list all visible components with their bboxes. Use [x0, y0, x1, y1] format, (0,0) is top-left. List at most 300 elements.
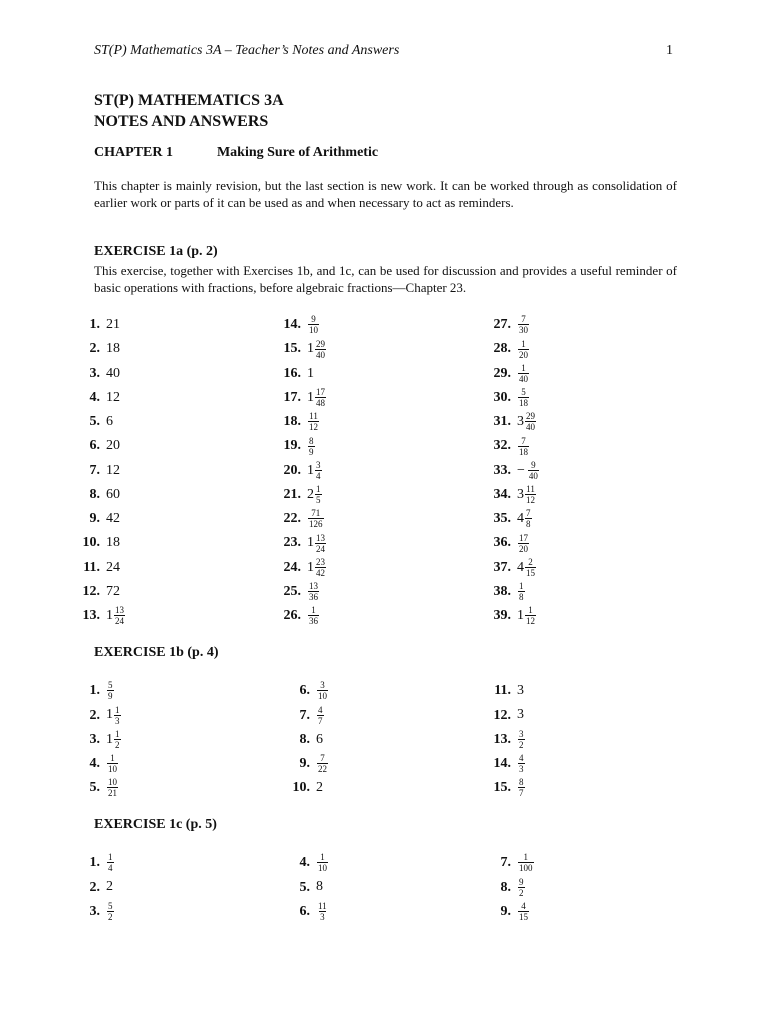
- answer-item: [281, 507, 324, 531]
- answer-value: [307, 531, 326, 555]
- answer-fraction: [518, 852, 534, 873]
- answer-value: [316, 679, 328, 703]
- fraction-denominator: 18: [519, 446, 528, 457]
- answer-number: 34.: [493, 486, 511, 502]
- answer-number: 9.: [299, 756, 310, 772]
- answer-number: 12.: [82, 583, 100, 599]
- fraction-denominator: 8: [526, 519, 531, 530]
- answer-number: 9.: [89, 511, 100, 527]
- answer-item: [491, 728, 525, 752]
- answer-value: [106, 580, 120, 604]
- answer-fraction: [308, 605, 319, 626]
- answer-value: [106, 459, 120, 483]
- fraction-denominator: 48: [316, 398, 325, 409]
- answer-value: [517, 434, 529, 458]
- answer-fraction: [518, 877, 525, 898]
- answer-fraction: [518, 581, 525, 602]
- fraction-numerator: 3: [320, 680, 325, 691]
- answer-number: 13.: [493, 731, 511, 747]
- answer-value: [106, 410, 113, 434]
- answer-fraction: [518, 339, 529, 360]
- answer-value: [517, 410, 536, 434]
- answer-whole: 1: [106, 608, 113, 623]
- answer-value: [106, 875, 113, 899]
- answer-value: [517, 752, 525, 776]
- fraction-denominator: 7: [519, 788, 524, 799]
- answer-number: 13.: [82, 608, 100, 624]
- fraction-denominator: 3: [519, 764, 524, 775]
- answer-number: 8.: [299, 731, 310, 747]
- answer-value: [517, 483, 536, 507]
- fraction-numerator: 4: [519, 753, 524, 764]
- answer-number: 15.: [493, 780, 511, 796]
- answer-number: 1.: [89, 683, 100, 699]
- answer-number: 7.: [89, 462, 100, 478]
- fraction-denominator: 30: [519, 325, 528, 336]
- fraction-numerator: 7: [320, 753, 325, 764]
- fraction-numerator: 13: [115, 605, 124, 616]
- answer-value: [106, 434, 120, 458]
- answer-item: [80, 875, 113, 899]
- fraction-numerator: 10: [108, 777, 117, 788]
- document-title-line-1: ST(P) MATHEMATICS 3A: [94, 92, 284, 109]
- fraction-denominator: 36: [309, 592, 318, 603]
- fraction-denominator: 12: [526, 616, 535, 627]
- fraction-numerator: 9: [531, 459, 536, 470]
- answer-number: 15.: [283, 341, 301, 357]
- answer-number: 5.: [89, 414, 100, 430]
- fraction-denominator: 15: [526, 567, 535, 578]
- fraction-denominator: 7: [318, 715, 323, 726]
- fraction-denominator: 10: [318, 691, 327, 702]
- answer-whole: 1: [307, 462, 314, 478]
- answer-fraction: [315, 533, 326, 554]
- answer-fraction: [114, 605, 125, 626]
- answer-value: [106, 900, 114, 924]
- fraction-numerator: 7: [521, 314, 526, 325]
- fraction-denominator: 12: [526, 495, 535, 506]
- fraction-denominator: 10: [318, 863, 327, 874]
- answer-item: [80, 728, 121, 752]
- answer-value: [316, 875, 323, 899]
- answer-value: [106, 507, 120, 531]
- answer-whole: 60: [106, 486, 120, 502]
- answer-whole: 3: [517, 486, 524, 502]
- answer-value: [316, 703, 324, 727]
- answer-value: [106, 313, 120, 337]
- fraction-numerator: 13: [309, 581, 318, 592]
- answer-number: 14.: [493, 756, 511, 772]
- answer-number: 18.: [283, 414, 301, 430]
- answer-value: [106, 752, 118, 776]
- answer-item: [290, 900, 328, 924]
- answer-number: 21.: [283, 486, 301, 502]
- answer-value: [106, 679, 114, 703]
- answer-number: 38.: [493, 583, 511, 599]
- answer-item: [491, 507, 532, 531]
- answer-item: [80, 459, 120, 483]
- answer-fraction: [114, 705, 121, 726]
- answer-value: [517, 604, 536, 628]
- answer-whole: 1: [106, 731, 113, 747]
- answer-value: [307, 459, 322, 483]
- fraction-numerator: 3: [316, 459, 321, 470]
- fraction-numerator: 3: [519, 728, 524, 739]
- answer-item: [491, 313, 529, 337]
- answer-whole: 2: [316, 780, 323, 796]
- answer-value: [316, 851, 328, 875]
- answer-item: [281, 337, 326, 361]
- answer-fraction: [315, 484, 322, 505]
- answer-number: 4.: [299, 855, 310, 871]
- fraction-numerator: 1: [521, 362, 526, 373]
- answer-whole: 42: [106, 511, 120, 526]
- answer-number: 4.: [89, 756, 100, 772]
- answer-item: [491, 703, 524, 727]
- answer-fraction: [308, 314, 319, 335]
- answer-value: [517, 313, 529, 337]
- answer-number: 31.: [493, 414, 511, 430]
- answer-number: 6.: [89, 438, 100, 454]
- answer-item: [80, 851, 114, 875]
- answer-number: 35.: [493, 511, 511, 527]
- answer-value: [307, 604, 319, 628]
- chapter-heading: [94, 145, 378, 161]
- answer-item: [80, 580, 120, 604]
- answer-whole: 6: [316, 731, 323, 747]
- fraction-numerator: 4: [318, 704, 323, 715]
- answer-whole: 18: [106, 341, 120, 357]
- answer-whole: 72: [106, 583, 120, 599]
- answer-fraction: [308, 436, 315, 457]
- answer-item: [281, 313, 319, 337]
- answer-item: [80, 900, 114, 924]
- exercise-1b-heading: EXERCISE 1b (p. 4): [94, 645, 219, 660]
- answer-fraction: [518, 363, 529, 384]
- fraction-denominator: 20: [519, 543, 528, 554]
- answer-value: [517, 556, 536, 580]
- fraction-numerator: 23: [316, 556, 325, 567]
- answer-whole: 3: [517, 683, 524, 698]
- fraction-denominator: 24: [316, 543, 325, 554]
- fraction-numerator: 1: [521, 338, 526, 349]
- answer-item: [80, 362, 120, 386]
- answer-value: [316, 776, 323, 800]
- answer-whole: 1: [517, 608, 524, 623]
- answer-item: [80, 337, 120, 361]
- answer-number: 5.: [89, 780, 100, 796]
- answer-whole: 12: [106, 389, 120, 405]
- answer-fraction: [107, 753, 118, 774]
- answer-item: [80, 776, 118, 800]
- fraction-denominator: 42: [316, 567, 325, 578]
- fraction-numerator: 1: [311, 605, 316, 616]
- answer-number: 9.: [500, 903, 511, 919]
- fraction-denominator: 22: [318, 764, 327, 775]
- exercise-1a-heading: EXERCISE 1a (p. 2): [94, 244, 218, 259]
- answer-item: [80, 679, 114, 703]
- chapter-label: CHAPTER 1: [94, 145, 173, 160]
- answer-item: [491, 434, 529, 458]
- answer-number: 20.: [283, 462, 301, 478]
- answer-value: [307, 580, 319, 604]
- answer-fraction: [107, 680, 114, 701]
- answer-number: 24.: [283, 559, 301, 575]
- answer-item: [491, 900, 529, 924]
- answer-value: [517, 728, 525, 752]
- answer-number: 7.: [299, 707, 310, 723]
- answer-value: [517, 900, 529, 924]
- answer-item: [80, 483, 120, 507]
- exercise-1a-note: This exercise, together with Exercises 1b, and 1c, can be used for discussion and provides a useful reminder of basic operations with fractions, before algebraic fractions—Chapter 23.: [94, 263, 677, 295]
- fraction-denominator: 15: [519, 911, 528, 922]
- answer-item: [281, 434, 315, 458]
- fraction-numerator: 5: [108, 680, 113, 691]
- answer-item: [290, 679, 328, 703]
- answer-fraction: [518, 314, 529, 335]
- answer-value: [517, 386, 529, 410]
- answer-whole: 24: [106, 559, 120, 575]
- fraction-numerator: 1: [110, 753, 115, 764]
- answer-number: 1.: [89, 855, 100, 871]
- fraction-numerator: 1: [115, 728, 120, 739]
- answer-number: 19.: [283, 438, 301, 454]
- fraction-numerator: 1: [519, 581, 524, 592]
- answer-value: [106, 337, 120, 361]
- fraction-denominator: 40: [519, 373, 528, 384]
- fraction-denominator: 21: [108, 788, 117, 799]
- answer-whole: 1: [106, 707, 113, 723]
- fraction-denominator: 4: [316, 470, 321, 481]
- answer-item: [80, 386, 120, 410]
- fraction-denominator: 40: [526, 422, 535, 433]
- answer-value: [307, 410, 319, 434]
- answer-item: [491, 386, 529, 410]
- fraction-denominator: 3: [320, 911, 325, 922]
- fraction-numerator: 2: [528, 556, 533, 567]
- answer-value: [106, 703, 121, 727]
- answer-item: [290, 703, 324, 727]
- answer-whole: 8: [316, 879, 323, 895]
- answer-value: [106, 851, 114, 875]
- answer-value: [307, 434, 315, 458]
- answer-value: [316, 728, 323, 752]
- answer-item: [290, 752, 328, 776]
- answer-value: [517, 459, 539, 483]
- answer-whole: 1: [307, 559, 314, 575]
- fraction-denominator: 40: [316, 349, 325, 360]
- answer-number: 3.: [89, 731, 100, 747]
- fraction-denominator: 20: [519, 349, 528, 360]
- answer-fraction: [518, 753, 525, 774]
- fraction-numerator: 5: [521, 387, 526, 398]
- answer-value: [106, 531, 120, 555]
- answer-value: [307, 483, 322, 507]
- answer-item: [80, 604, 125, 628]
- answer-value: [307, 337, 326, 361]
- answer-number: 6.: [299, 903, 310, 919]
- answer-fraction: [114, 729, 121, 750]
- answer-fraction: [315, 387, 326, 408]
- answer-number: 16.: [283, 365, 301, 381]
- fraction-numerator: 7: [521, 435, 526, 446]
- answer-number: 17.: [283, 389, 301, 405]
- answer-fraction: [107, 901, 114, 922]
- answer-item: [491, 556, 536, 580]
- answer-fraction: [518, 533, 529, 554]
- answer-whole: 21: [106, 317, 120, 332]
- answer-number: 3.: [89, 365, 100, 381]
- answer-number: 4.: [89, 389, 100, 405]
- answer-item: [491, 679, 524, 703]
- answer-number: 39.: [493, 608, 511, 624]
- answer-item: [80, 313, 120, 337]
- answer-item: [281, 580, 319, 604]
- answer-number: 11.: [83, 559, 100, 575]
- answer-number: 3.: [89, 903, 100, 919]
- answer-item: [281, 556, 326, 580]
- answer-whole: 18: [106, 535, 120, 551]
- answer-item: [80, 531, 120, 555]
- answer-fraction: [518, 901, 529, 922]
- fraction-numerator: 1: [320, 852, 325, 863]
- fraction-numerator: 1: [108, 852, 113, 863]
- answer-number: 8.: [500, 879, 511, 895]
- answer-value: [106, 362, 120, 386]
- answer-value: [106, 728, 121, 752]
- answer-fraction: [308, 508, 324, 529]
- fraction-numerator: 9: [519, 876, 524, 887]
- fraction-denominator: 36: [309, 616, 318, 627]
- answer-value: [517, 776, 525, 800]
- answer-fraction: [315, 460, 322, 481]
- fraction-numerator: 1: [316, 484, 321, 495]
- answer-item: [491, 410, 536, 434]
- answer-item: [491, 580, 525, 604]
- answer-whole: 4: [517, 511, 524, 526]
- answer-number: 30.: [493, 389, 511, 405]
- fraction-denominator: 4: [108, 863, 113, 874]
- fraction-numerator: 4: [521, 900, 526, 911]
- page-number: 1: [666, 43, 673, 58]
- answer-number: 28.: [493, 341, 511, 357]
- answer-value: [316, 752, 328, 776]
- answer-whole: 2: [307, 486, 314, 502]
- answer-value: [106, 386, 120, 410]
- fraction-numerator: 17: [519, 532, 528, 543]
- answer-whole: 1: [307, 535, 314, 551]
- answer-item: [491, 531, 529, 555]
- answer-whole: 1: [307, 365, 314, 381]
- answer-whole: 1: [307, 341, 314, 357]
- answer-fraction: [518, 777, 525, 798]
- answer-value: [517, 703, 524, 727]
- answer-fraction: [317, 705, 324, 726]
- fraction-numerator: 1: [528, 605, 533, 616]
- answer-value: [307, 313, 319, 337]
- answer-item: [290, 851, 328, 875]
- fraction-denominator: 12: [309, 422, 318, 433]
- answer-item: [80, 410, 113, 434]
- answer-value: [517, 507, 532, 531]
- answer-number: 11.: [494, 683, 511, 699]
- fraction-denominator: 2: [108, 911, 113, 922]
- fraction-numerator: 29: [316, 338, 325, 349]
- answer-value: [517, 851, 534, 875]
- answer-fraction: [107, 777, 118, 798]
- fraction-numerator: 9: [311, 314, 316, 325]
- minus-sign: −: [517, 462, 525, 478]
- fraction-denominator: 2: [519, 739, 524, 750]
- answer-fraction: [525, 605, 536, 626]
- fraction-numerator: 1: [523, 852, 528, 863]
- fraction-numerator: 7: [526, 508, 531, 519]
- fraction-denominator: 2: [115, 739, 120, 750]
- answer-number: 14.: [283, 317, 301, 333]
- answer-item: [491, 752, 525, 776]
- fraction-numerator: 8: [519, 777, 524, 788]
- answer-item: [281, 362, 314, 386]
- answer-number: 2.: [89, 341, 100, 357]
- fraction-denominator: 100: [519, 863, 533, 874]
- answer-fraction: [315, 339, 326, 360]
- answer-whole: 12: [106, 462, 120, 478]
- fraction-denominator: 9: [309, 446, 314, 457]
- answer-number: 2.: [89, 707, 100, 723]
- answer-whole: 2: [106, 879, 113, 895]
- answer-whole: 40: [106, 365, 120, 381]
- fraction-denominator: 2: [519, 887, 524, 898]
- answer-number: 10.: [82, 535, 100, 551]
- answer-number: 36.: [493, 535, 511, 551]
- answer-number: 22.: [283, 511, 301, 527]
- answer-value: [307, 556, 326, 580]
- answer-number: 25.: [283, 583, 301, 599]
- fraction-denominator: 24: [115, 616, 124, 627]
- fraction-numerator: 11: [318, 900, 327, 911]
- answer-item: [281, 459, 322, 483]
- answer-whole: 6: [106, 414, 113, 429]
- fraction-denominator: 126: [309, 519, 323, 530]
- answer-item: [491, 851, 534, 875]
- answer-item: [281, 604, 319, 628]
- answer-fraction: [525, 411, 536, 432]
- answer-value: [517, 875, 525, 899]
- answer-value: [517, 531, 529, 555]
- answer-fraction: [308, 411, 319, 432]
- answer-item: [290, 875, 323, 899]
- answer-value: [307, 362, 314, 386]
- running-header: ST(P) Mathematics 3A – Teacher’s Notes and Answers: [94, 43, 400, 58]
- answer-number: 2.: [89, 879, 100, 895]
- answer-value: [307, 386, 326, 410]
- fraction-denominator: 8: [519, 592, 524, 603]
- fraction-numerator: 13: [316, 532, 325, 543]
- answer-number: 29.: [493, 365, 511, 381]
- fraction-numerator: 8: [309, 435, 314, 446]
- answer-item: [491, 362, 529, 386]
- fraction-numerator: 11: [309, 411, 318, 422]
- answer-number: 10.: [292, 780, 310, 796]
- answer-fraction: [528, 460, 539, 481]
- answer-item: [290, 776, 323, 800]
- answer-fraction: [317, 753, 328, 774]
- answer-value: [106, 556, 120, 580]
- answer-number: 7.: [500, 855, 511, 871]
- answer-number: 1.: [89, 317, 100, 333]
- answer-item: [491, 459, 539, 483]
- answer-item: [491, 875, 525, 899]
